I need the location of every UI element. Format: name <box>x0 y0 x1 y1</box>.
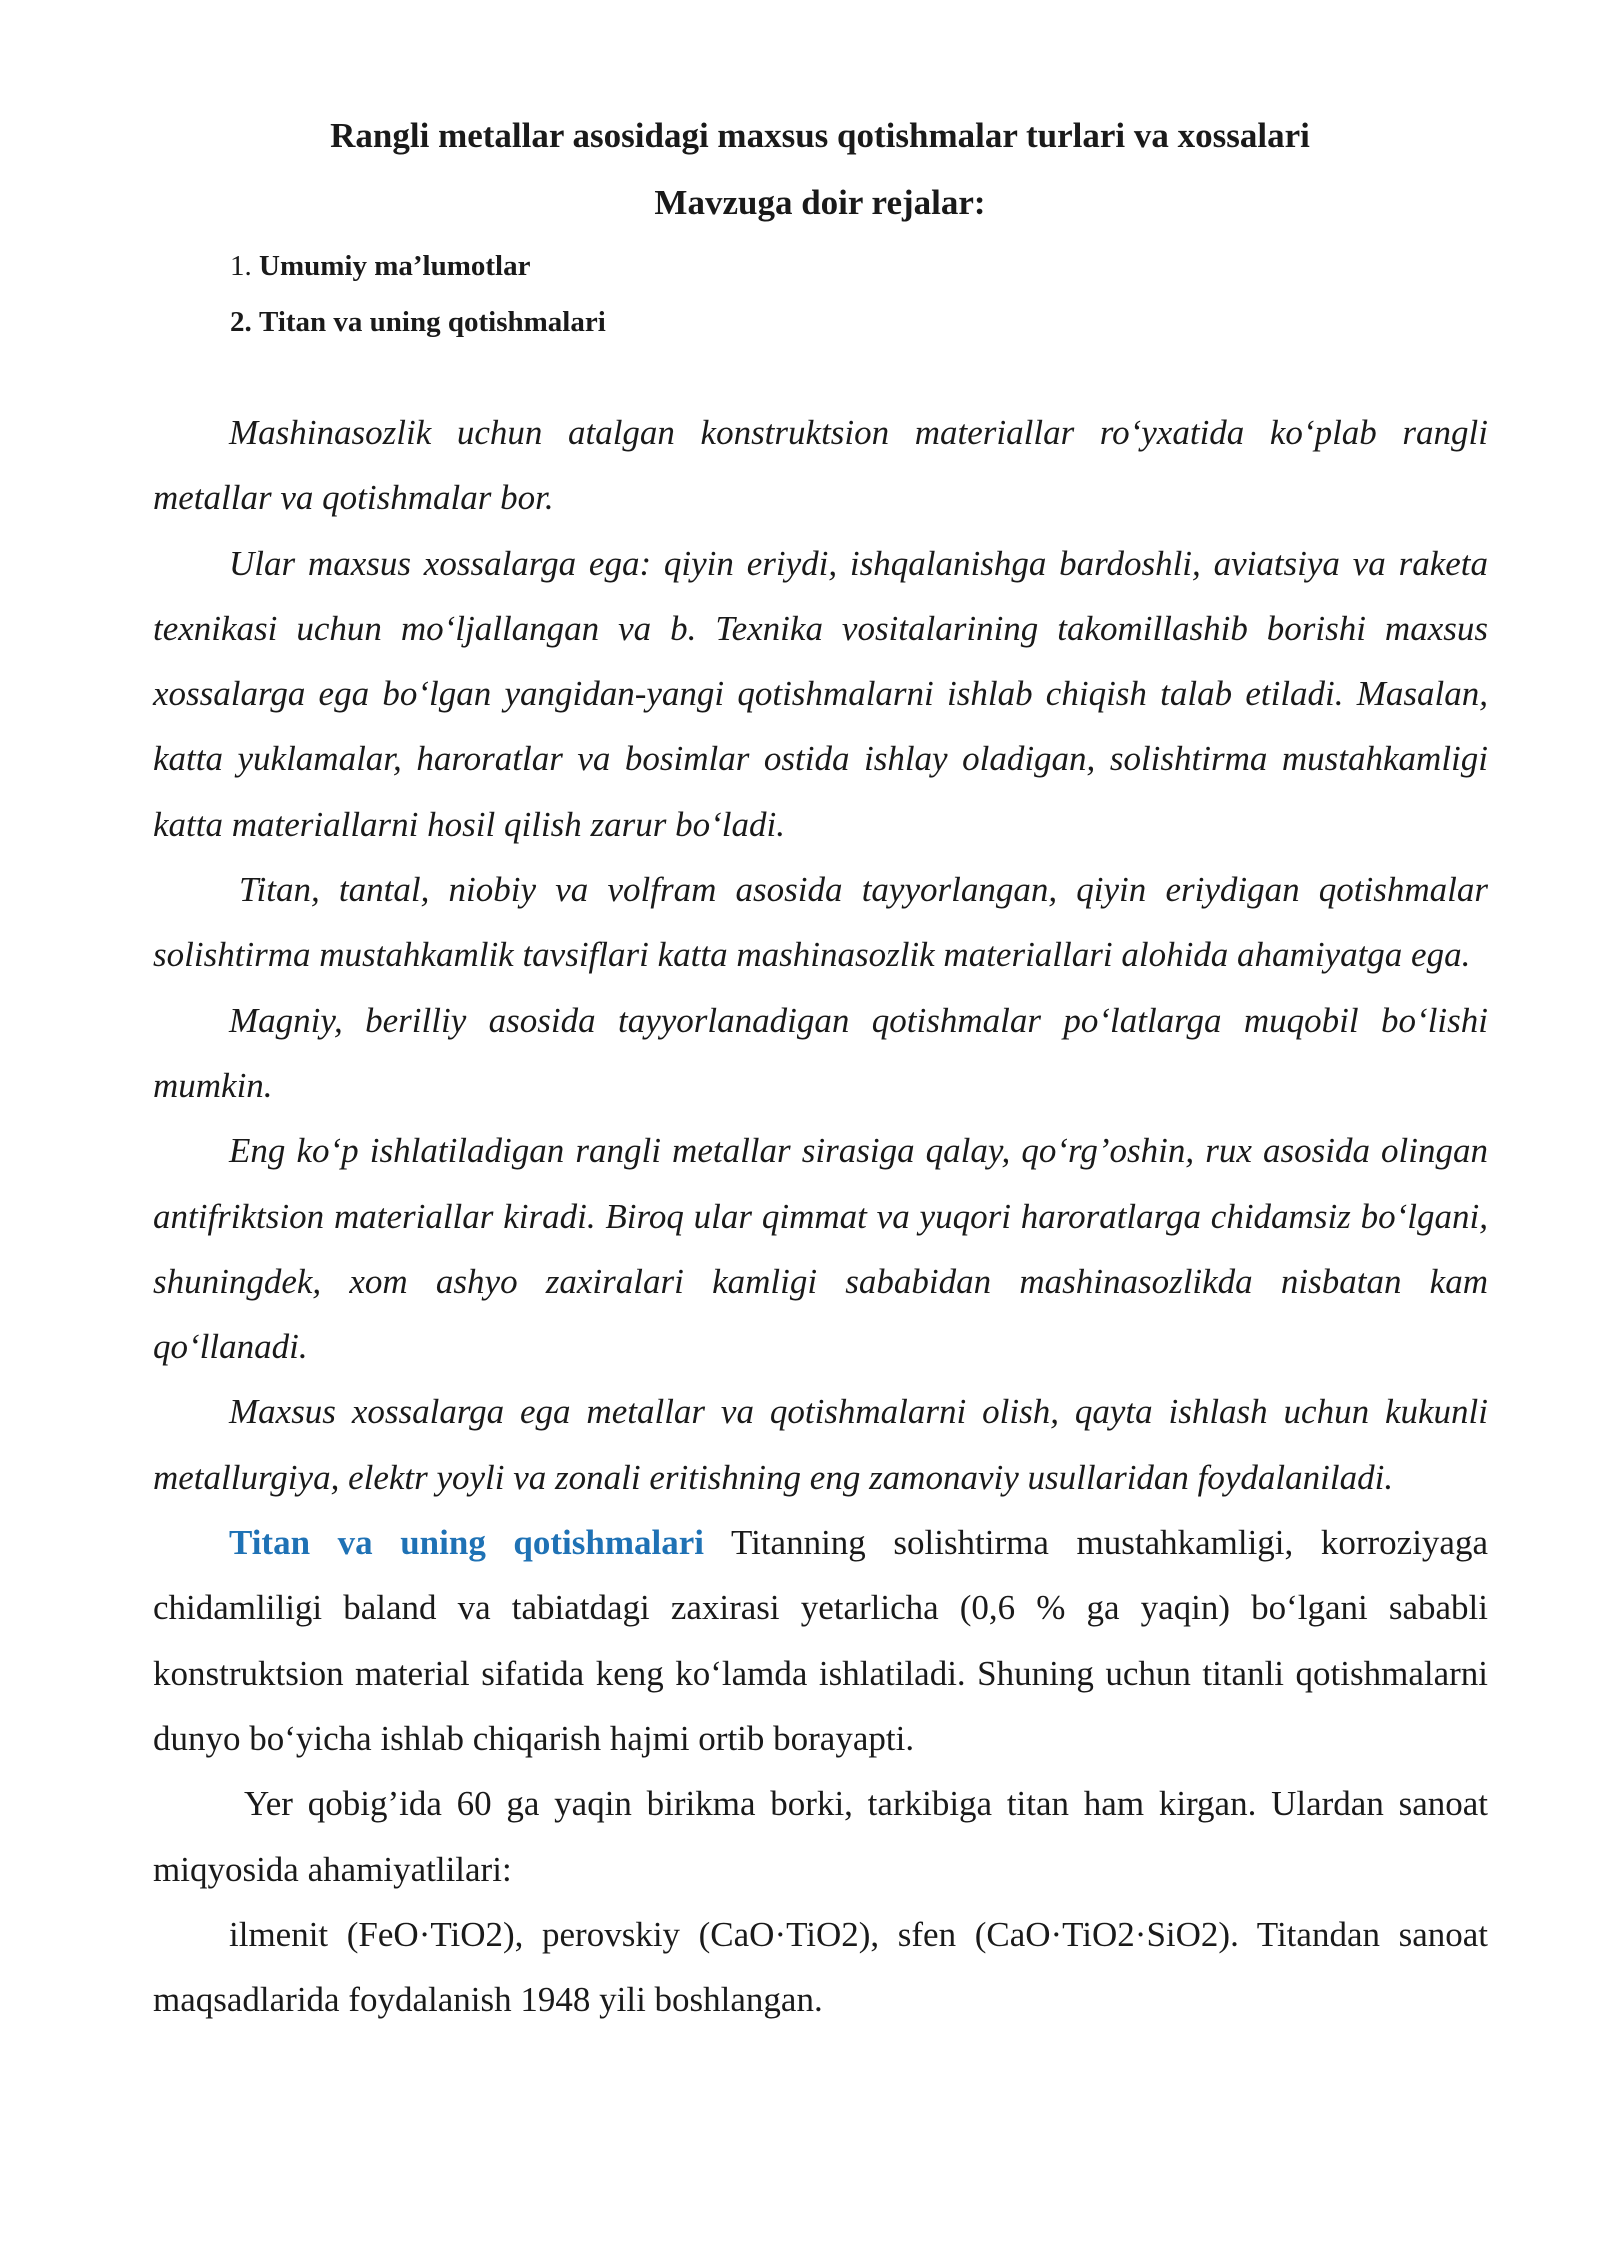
plan-item-text: Titan va uning qotishmalari <box>259 306 606 338</box>
body-paragraph: Maxsus xossalarga ega metallar va qotishmalarni olish, qayta ishlash uchun kukunli metallurgiya, elektr yoyli va zonali eritishning eng zamonaviy usullaridan foydalaniladi. <box>153 1392 1488 1497</box>
plan-item-number: 2. <box>230 306 252 338</box>
body-paragraph: ilmenit (FeO·TiO2), perovskiy (CaO·TiO2), sfen (CaO·TiO2·SiO2). Titandan sanoat maqsadlarida foydalanish 1948 yili boshlangan. <box>153 1914 1488 2020</box>
body-paragraph: Yer qobig’ida 60 ga yaqin birikma borki, tarkibiga titan ham kirgan. Ulardan sanoat miqyosida ahamiyatlilari: <box>153 1784 1488 1889</box>
plan-item <box>230 304 606 340</box>
body-paragraph: Mashinasozlik uchun atalgan konstruktsion materiallar ro‘yxatida ko‘plab rangli metallar va qotishmalar bor. <box>153 413 1488 518</box>
body-paragraph: Magniy, berilliy asosida tayyorlanadigan qotishmalar po‘latlarga muqobil bo‘lishi mumkin. <box>153 1000 1488 1105</box>
plan-item-text: Umumiy ma’lumotlar <box>259 250 531 282</box>
section-paragraph <box>153 1510 1488 1771</box>
section-heading: Titan va uning qotishmalari <box>229 1523 704 1563</box>
plan-item <box>230 248 530 284</box>
document-body <box>153 400 1488 2032</box>
body-paragraph: Eng ko‘p ishlatiladigan rangli metallar sirasiga qalay, qo‘rg’oshin, rux asosida olingan antifriktsion materiallar kiradi. Biroq ular qimmat va yuqori haroratlarga chidamsiz bo‘lgani, shuningdek, xom ashyo zaxiralari kamligi sababidan mashinasozlikda nisbatan kam qo‘llanadi. <box>153 1131 1488 1367</box>
document-subtitle: Mavzuga doir rejalar: <box>654 183 986 222</box>
plan-item-number: 1. <box>230 250 252 282</box>
document-title: Rangli metallar asosidagi maxsus qotishmalar turlari va xossalari <box>330 116 1310 155</box>
body-paragraph: Titan, tantal, niobiy va volfram asosida tayyorlangan, qiyin eriydigan qotishmalar solishtirma mustahkamlik tavsiflari katta mashinasozlik materiallari alohida ahamiyatga ega. <box>153 870 1488 975</box>
section-text: Titanning solishtirma mustahkamligi, korroziyaga chidamliligi baland va tabiatdagi zaxirasi yetarlicha (0,6 % ga yaqin) bo‘lgani sababli konstruktsion material sifatida keng ko‘lamda ishlatiladi. Shuning uchun titanli qotishmalarni dunyo bo‘yicha ishlab chiqarish hajmi ortib borayapti. <box>153 1523 1488 1758</box>
body-paragraph: Ular maxsus xossalarga ega: qiyin eriydi, ishqalanishga bardoshli, aviatsiya va raketa texnikasi uchun mo‘ljallangan va b. Texnika vositalarining takomillashib borishi maxsus xossalarga ega bo‘lgan yangidan-yangi qotishmalarni ishlab chiqish talab etiladi. Masalan, katta yuklamalar, haroratlar va bosimlar ostida ishlay oladigan, solishtirma mustahkamligi katta materiallarni hosil qilish zarur bo‘ladi. <box>153 543 1488 844</box>
